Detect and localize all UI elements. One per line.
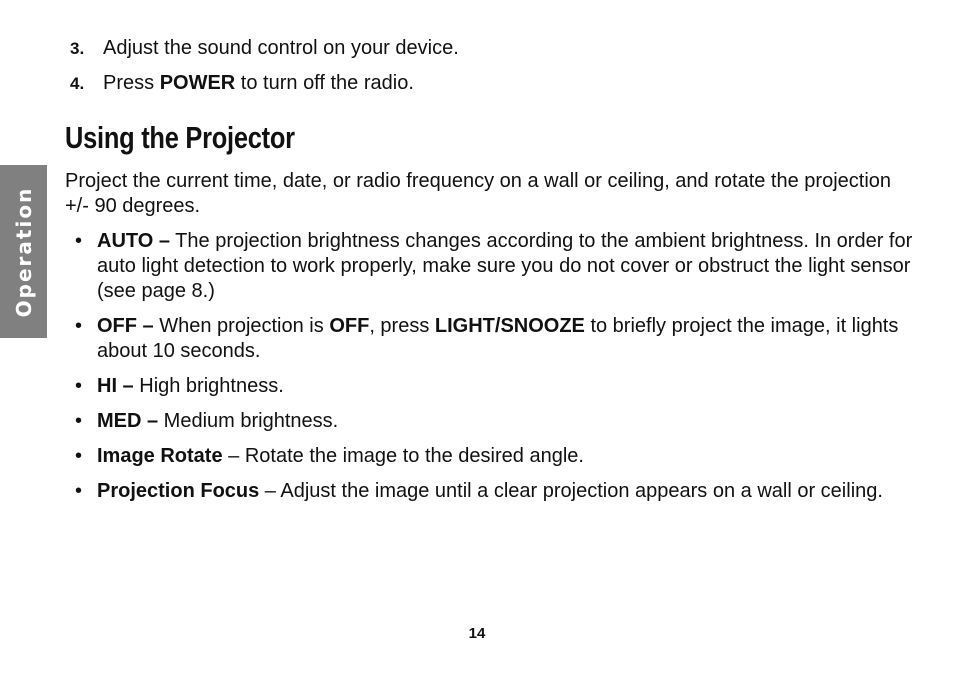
- bullet-icon: •: [75, 410, 83, 432]
- step-number: 4.: [70, 74, 85, 93]
- term: AUTO –: [97, 230, 170, 252]
- step-item: [70, 71, 459, 106]
- list-item: [75, 229, 915, 304]
- list-item: [75, 444, 915, 469]
- step-number: 3.: [70, 39, 85, 58]
- step-text-post: to turn off the radio.: [235, 72, 414, 94]
- description: to briefly project the image, it lights about 10 seconds.: [97, 315, 899, 362]
- bullet-icon: •: [75, 230, 83, 252]
- section-intro: Project the current time, date, or radio frequency on a wall or ceiling, and rotate the projection +/- 90 degrees.: [65, 170, 892, 217]
- step-text: Adjust the sound control on your device.: [103, 37, 459, 59]
- term: Image Rotate: [97, 445, 223, 467]
- step-item: [70, 36, 459, 71]
- description: – Rotate the image to the desired angle.: [222, 445, 584, 467]
- term: HI –: [97, 375, 134, 397]
- list-item: [75, 374, 915, 399]
- term: MED –: [97, 410, 159, 432]
- description: , press: [369, 315, 435, 337]
- steps-list: [70, 36, 459, 106]
- list-item: [75, 479, 915, 504]
- description: When projection is: [153, 315, 330, 337]
- term: Projection Focus: [97, 480, 260, 502]
- list-item: [75, 314, 915, 364]
- bullet-icon: •: [75, 315, 83, 337]
- page-number: 14: [468, 625, 486, 642]
- section-title: Using the Projector: [65, 120, 295, 155]
- term-inline: OFF: [329, 315, 370, 337]
- section-side-tab: [0, 165, 47, 338]
- section-tab-label: Operation: [11, 186, 36, 317]
- description: High brightness.: [133, 375, 284, 397]
- description: The projection brightness changes according to the ambient brightness. In order for auto light detection to work properly, make sure you do not cover or obstruct the light sensor (see page 8.): [97, 230, 913, 302]
- description: – Adjust the image until a clear projection appears on a wall or ceiling.: [259, 480, 883, 502]
- bullet-icon: •: [75, 480, 83, 502]
- step-text-bold: POWER: [159, 72, 236, 94]
- description: Medium brightness.: [158, 410, 339, 432]
- bullet-icon: •: [75, 375, 83, 397]
- bullet-icon: •: [75, 445, 83, 467]
- term-inline: LIGHT/SNOOZE: [434, 315, 585, 337]
- step-text-pre: Press: [103, 72, 160, 94]
- mode-list: [75, 229, 915, 514]
- list-item: [75, 409, 915, 434]
- term: OFF –: [97, 315, 154, 337]
